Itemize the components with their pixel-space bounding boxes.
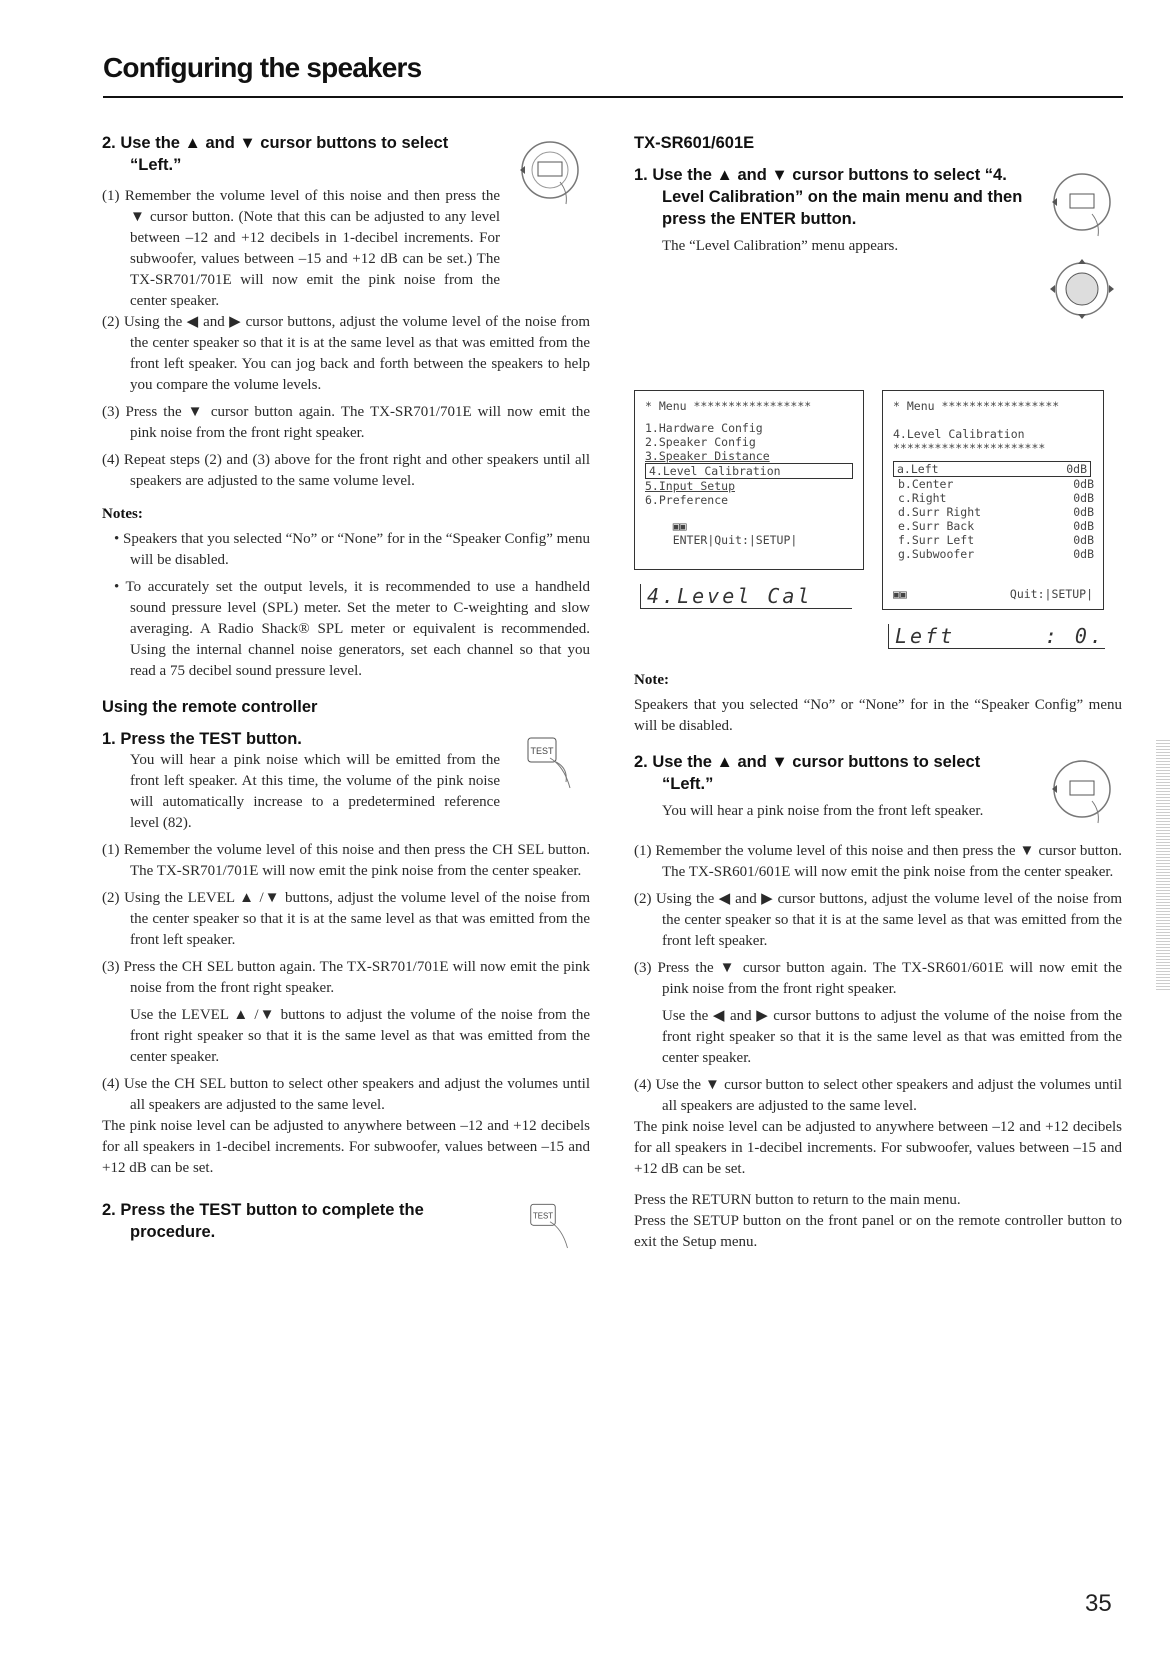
right-step1-heading: 1. Use the ▲ and ▼ cursor buttons to select “4. Level Calibration” on the main menu and then press the ENTER button. [634,166,1023,228]
right-column-lower [634,672,1122,1253]
osd-level-value: 0dB [1073,519,1094,533]
osd-level-row [893,533,1094,547]
lcd-main-menu: 4.Level Cal [640,584,852,609]
osd-level-value: 0dB [1073,533,1094,547]
osd-level-stars: ********************** [893,441,1046,455]
osd-level-calibration [882,390,1104,610]
left-column [102,132,590,1269]
right-step2-heading: 2. Use the ▲ and ▼ cursor buttons to select “Left.” [634,753,981,793]
right-step2-p3: (3) Press the ▼ cursor button again. The TX-SR601/601E will now emit the pink noise from the front right speaker. [634,960,1122,997]
exit-text: Press the SETUP button on the front panel or on the remote controller button to exit the Setup menu. [634,1213,1122,1250]
svg-text:TEST: TEST [530,746,554,756]
osd-level-row [893,505,1094,519]
osd-level-name: e.Surr Back [898,519,975,533]
title-rule [103,96,1123,98]
remote-step1-p4: (4) Use the CH SEL button to select other speakers and adjust the volumes until all speakers are adjusted to the same level. [102,1076,590,1113]
return-text: Press the RETURN button to return to the main menu. [634,1192,961,1208]
remote-step2-block [102,1199,590,1269]
page-title: Configuring the speakers [103,52,422,83]
osd-level-value: 0dB [1073,491,1094,505]
note-item: • To accurately set the output levels, it is recommended to use a handheld sound pressure level (SPL) meter. Set the meter to C-weighting and slow averaging. A Radio Shack® SPL meter or equivalent is recommended. Using the internal channel noise generators, set each channel so that you read a 75 decibel sound pressure level. [114,579,590,679]
osd-menu-item: 5.Input Setup [645,479,736,493]
cursor-dial-icon [1042,249,1122,329]
osd-level-name: f.Surr Left [898,533,975,547]
osd-level-footer [893,587,1093,601]
right-step1-block [634,164,1122,334]
remote-step1-p2: (2) Using the LEVEL ▲ /▼ buttons, adjust the volume level of the noise from the center speaker so that it is at the same level as that was emitted from the front left speaker. [102,890,590,948]
osd-level-list [893,461,1093,561]
right-note-body: Speakers that you selected “No” or “None” for in the “Speaker Config” menu will be disabled. [634,697,1122,734]
right-step2-body: You will hear a pink noise from the front left speaker. [662,803,984,819]
osd-menu-header: * Menu ***************** [645,399,812,413]
osd-level-name: c.Right [898,491,947,505]
left-step2-p3: (3) Press the ▼ cursor button again. The TX-SR701/701E will now emit the pink noise from the front right speaker. [102,404,590,441]
left-step2-block [102,132,590,312]
osd-menu-item: 6.Preference [645,493,729,507]
osd-menu-item: 2.Speaker Config [645,435,756,449]
page-number: 35 [1085,1590,1112,1617]
osd-level-row-selected [893,461,1091,477]
enter-badge-icon: ▣▣ [893,587,907,601]
svg-text:TEST: TEST [532,1211,554,1221]
notes-title: Notes: [102,506,143,522]
model-heading: TX-SR601/601E [634,134,755,152]
remote-step1-p3b: Use the LEVEL ▲ /▼ buttons to adjust the volume of the noise from the front right speaker so that it is the same level as that was emitted from the center speaker. [130,1007,590,1065]
test-button-icon [510,728,590,808]
osd-level-name: a.Left [897,462,939,476]
osd-level-header: * Menu ***************** [893,399,1060,413]
enter-dial-icon [1042,164,1122,244]
osd-menu-item: 1.Hardware Config [645,421,763,435]
right-column [634,132,1122,334]
osd-menu-item: 3.Speaker Distance [645,449,770,463]
right-step2-block [634,751,1122,831]
enter-dial-icon [510,132,590,212]
osd-level-name: g.Subwoofer [898,547,975,561]
remote-range-text: The pink noise level can be adjusted to anywhere between –12 and +12 decibels for all speakers in 1-decibel increments. For subwoofer, values between –15 and +12 dB can be set. [102,1118,590,1176]
left-step2-p2: (2) Using the ◀ and ▶ cursor buttons, adjust the volume level of the noise from the center speaker so that it is at the same level as that was emitted from the front left speaker. You can jog back and forth between the speakers to help you compare the volume levels. [102,314,590,393]
osd-level-footer-text: Quit:|SETUP| [1009,587,1093,601]
remote-step2-heading: 2. Press the TEST button to complete the procedure. [102,1201,424,1241]
remote-step1-heading: 1. Press the TEST button. [102,730,302,748]
left-step2-heading: 2. Use the ▲ and ▼ cursor buttons to select “Left.” [102,134,449,174]
osd-level-value: 0dB [1066,462,1087,476]
lcd-level-name: Left [895,624,956,648]
osd-menu-item-selected: 4.Level Calibration [645,463,853,479]
right-step2-p3b: Use the ◀ and ▶ cursor buttons to adjust the volume of the noise from the front right speaker so that it is the same level as that was emitted from the center speaker. [662,1008,1122,1066]
osd-level-value: 0dB [1073,547,1094,561]
osd-level-title: 4.Level Calibration [893,427,1025,441]
lcd-level-value: : 0. [1044,624,1105,648]
right-step2-p1: (1) Remember the volume level of this noise and then press the ▼ cursor button. The TX-SR601/601E will now emit the pink noise from the center speaker. [634,843,1122,880]
remote-step1-p1: (1) Remember the volume level of this noise and then press the CH SEL button. The TX-SR701/701E will now emit the pink noise from the center speaker. [102,842,590,879]
osd-level-row [893,477,1094,491]
osd-level-value: 0dB [1073,505,1094,519]
test-button-icon [510,1199,590,1269]
remote-step1-block [102,728,590,834]
right-range-text: The pink noise level can be adjusted to anywhere between –12 and +12 decibels for all speakers in 1-decibel increments. For subwoofer, values between –15 and +12 dB can be set. [634,1119,1122,1177]
enter-badge-icon: ▣▣ [672,519,687,533]
osd-main-menu [634,390,864,570]
left-step2-p1: (1) Remember the volume level of this noise and then press the ▼ cursor button. (Note that this can be adjusted to any level between –12 and +12 decibels in 1-decibel increments. For subwoofer, values between –15 and +12 dB can be set.) The TX-SR701/701E will now emit the pink noise from the center speaker. [102,188,500,309]
right-note-title: Note: [634,672,669,688]
osd-level-name: d.Surr Right [898,505,982,519]
remote-section-title: Using the remote controller [102,698,318,716]
note-item: • Speakers that you selected “No” or “None” for in the “Speaker Config” menu will be disabled. [114,531,590,568]
remote-step1-p3: (3) Press the CH SEL button again. The TX-SR701/701E will now emit the pink noise from the front right speaker. [102,959,590,996]
osd-level-name: b.Center [898,477,954,491]
osd-menu-footer-text: ENTER|Quit:|SETUP| [672,533,798,547]
osd-level-row [893,547,1094,561]
right-step2-p2: (2) Using the ◀ and ▶ cursor buttons, adjust the volume level of the noise from the center speaker so that it is at the same level as that was emitted from the front left speaker. [634,891,1122,949]
left-step2-p4: (4) Repeat steps (2) and (3) above for the front right and other speakers until all speakers are adjusted to the same volume level. [102,452,590,489]
lcd-level [888,624,1105,649]
right-step1-body: The “Level Calibration” menu appears. [662,238,899,254]
enter-dial-icon [1042,751,1122,831]
osd-level-value: 0dB [1073,477,1094,491]
osd-level-row [893,491,1094,505]
right-step2-p4: (4) Use the ▼ cursor button to select other speakers and adjust the volumes until all speakers are adjusted to the same level. [634,1077,1122,1114]
osd-level-row [893,519,1094,533]
side-tab-marker [1156,740,1170,990]
osd-menu-footer [645,505,797,561]
remote-step1-body: You will hear a pink noise which will be emitted from the front left speaker. At this time, the volume of the pink noise will automatically increase to a predetermined reference level (82). [130,752,500,831]
